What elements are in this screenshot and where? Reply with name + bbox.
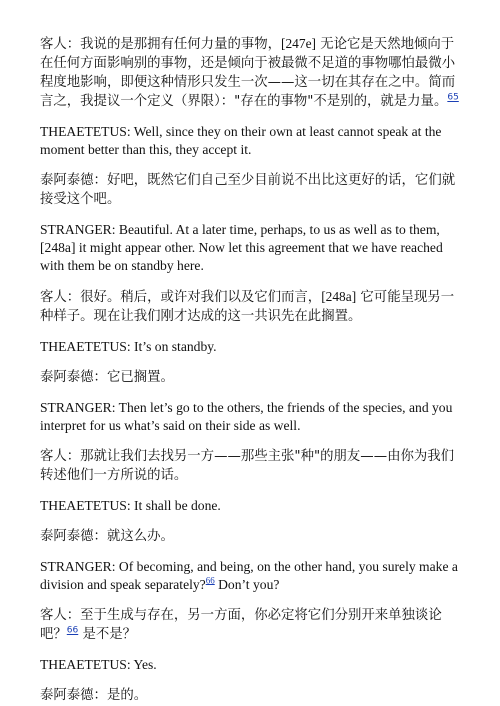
paragraph-text: Don’t you? [214,577,280,592]
stephanus-reference: [247e] [281,36,316,51]
footnote-link[interactable]: 66 [66,625,79,636]
paragraph-text: STRANGER: Beautiful. At a later time, perhaps, to us as well as to them, [248a] it might appear other. Now let this agreement that we have reached with them be on standby here. [40,222,443,273]
paragraph-text: 泰阿泰德：是的。 [40,688,148,703]
chinese-paragraph [40,287,460,326]
chinese-paragraph [40,606,460,644]
footnote-link[interactable]: 65 [447,92,459,103]
paragraph-text: THEAETETUS: It shall be done. [40,498,221,513]
paragraph-text: THEAETETUS: Yes. [40,657,157,672]
chinese-paragraph [40,686,460,705]
chinese-paragraph [40,171,460,209]
paragraph-text: STRANGER: Then let’s go to the others, the friends of the species, and you interpret for us what’s said on their side as well. [40,400,453,433]
english-paragraph [40,123,460,159]
english-paragraph [40,656,460,674]
english-paragraph [40,558,460,594]
english-paragraph [40,497,460,515]
english-paragraph [40,221,460,275]
paragraph-text: 是不是？ [78,627,137,642]
paragraph-text: THEAETETUS: Well, since they on their own at least cannot speak at the moment better than this, they accept it. [40,124,442,157]
paragraph-text: 泰阿泰德：它已搁置。 [40,370,174,385]
paragraph-text: 客人：我说的是那拥有任何力量的事物， [40,37,282,52]
paragraph-text: 泰阿泰德：好吧，既然它们自己至少目前说不出比这更好的话，它们就接受这个吧。 [40,173,456,207]
chinese-paragraph [40,527,460,546]
paragraph-text: STRANGER: Of becoming, and being, on the other hand, you surely make a division and speak separately? [40,559,458,592]
paragraph-text: 客人：很好。稍后，或许对我们以及它们而言， [40,290,322,305]
paragraph-text: 无论它是天然地倾向于在任何方面影响别的事物，还是倾向于被最微不足道的事物哪怕最微小程度地影响，即便这种情形只发生一次——这一切在其存在之中。简而言之，我提议一个定义（界限）："存在的事物"不是别的，就是力量。 [40,37,456,109]
chinese-paragraph [40,447,460,485]
stephanus-reference: [248a] [321,289,357,304]
english-paragraph [40,338,460,356]
paragraph-text: 客人：那就让我们去找另一方——那些主张"种"的朋友——由你为我们转述他们一方所说的话。 [40,449,455,483]
english-paragraph [40,399,460,435]
footnote-link[interactable]: 66 [205,575,215,586]
chinese-paragraph [40,34,460,111]
paragraph-text: 它可能呈现另一种样子。现在让我们刚才达成的这一共识先在此搁置。 [40,290,455,324]
chinese-paragraph [40,368,460,387]
paragraph-text: 客人：至于生成与存在，另一方面，你必定将它们分别开来单独谈论吧？ [40,608,442,642]
paragraph-text: 泰阿泰德：就这么办。 [40,529,174,544]
paragraph-text: THEAETETUS: It’s on standby. [40,339,217,354]
